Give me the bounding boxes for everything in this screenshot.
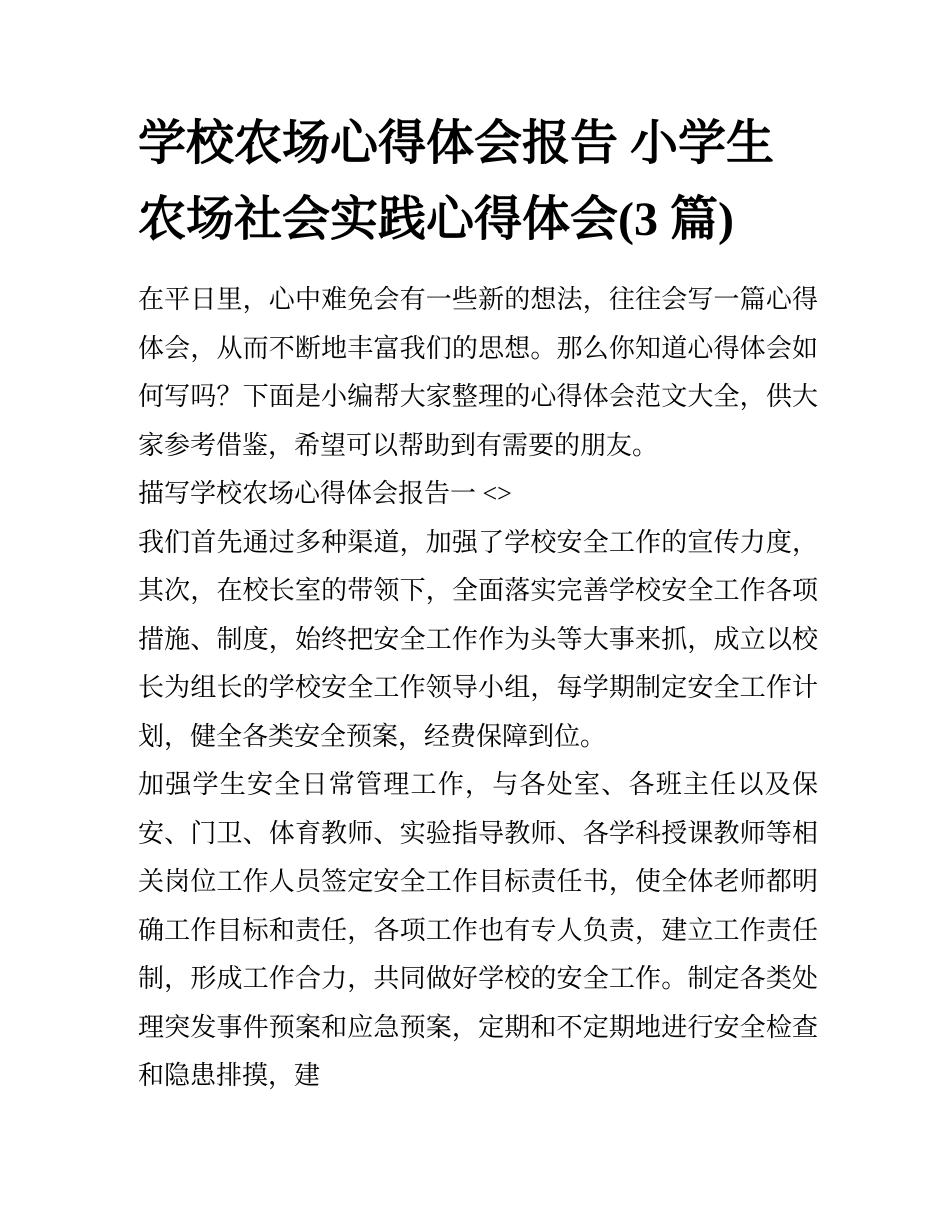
document-title: 学校农场心得体会报告 小学生农场社会实践心得体会(3 篇) — [138, 117, 775, 246]
body-paragraph-2: 加强学生安全日常管理工作，与各处室、各班主任以及保安、门卫、体育教师、实验指导教师、各学科授课教师等相关岗位工作人员签定安全工作目标责任书，使全体老师都明确工作目标和责任，各项工作也有专人负责，建立工作责任制，形成工作合力，共同做好学校的安全工作。制定各类处理突发事件预案和应急预案，定期和不定期地进行安全检查和隐患排摸，建 — [138, 770, 818, 1090]
body-paragraph-1: 我们首先通过多种渠道，加强了学校安全工作的宣传力度，其次，在校长室的带领下，全面落实完善学校安全工作各项措施、制度，始终把安全工作作为头等大事来抓，成立以校长为组长的学校安全工作领导小组，每学期制定安全工作计划，健全各类安全预案，经费保障到位。 — [138, 527, 818, 751]
section-heading-1: 描写学校农场心得体会报告一 <> — [138, 479, 512, 508]
intro-paragraph: 在平日里，心中难免会有一些新的想法，往往会写一篇心得体会，从而不断地丰富我们的思想。那么你知道心得体会如何写吗？下面是小编帮大家整理的心得体会范文大全，供大家参考借鉴，希望可以帮助到有需要的朋友。 — [138, 285, 818, 460]
